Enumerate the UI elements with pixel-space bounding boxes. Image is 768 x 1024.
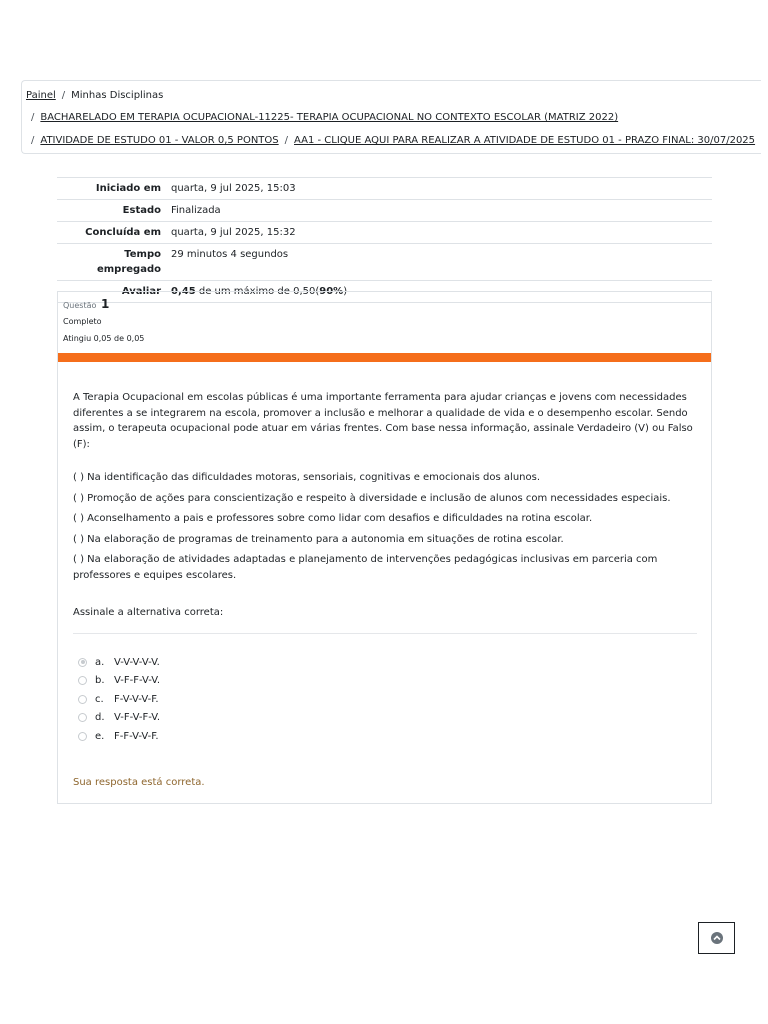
question-state: Completo <box>63 317 102 326</box>
question-card <box>57 291 712 804</box>
answer-option-d[interactable] <box>78 709 160 728</box>
option-text: F-F-V-V-F. <box>114 730 159 742</box>
chevron-up-icon <box>711 932 723 944</box>
breadcrumb-line-3 <box>31 135 755 146</box>
breadcrumb-separator: / <box>31 135 35 146</box>
breadcrumb-link-course[interactable]: BACHARELADO EM TERAPIA OCUPACIONAL-11225- TERAPIA OCUPACIONAL NO CONTEXTO ESCOLAR (MATRIZ 2022) <box>40 112 619 123</box>
radio-button[interactable] <box>78 695 87 704</box>
statement-item: ( ) Na identificação das dificuldades motoras, sensoriais, cognitivas e emocionais dos alunos. <box>73 472 541 483</box>
option-letter: c. <box>95 693 104 705</box>
divider <box>73 633 697 634</box>
question-prompt: Assinale a alternativa correta: <box>73 607 224 618</box>
option-letter: b. <box>95 675 105 687</box>
summary-value: Finalizada <box>171 200 712 222</box>
radio-button[interactable] <box>78 676 87 685</box>
radio-button-selected[interactable] <box>78 658 87 667</box>
breadcrumb-line-2 <box>31 112 618 123</box>
radio-button[interactable] <box>78 732 87 741</box>
statement-item: ( ) Na elaboração de atividades adaptadas e planejamento de intervenções pedagógicas inclusivas em parceria com professores e equipes escolares. <box>73 554 658 581</box>
question-intro: A Terapia Ocupacional em escolas públicas é uma importante ferramenta para ajudar crianças e jovens com necessidades diferentes a se integrarem na escola, promover a inclusão e melhorar a qualidade de vida e o desempenho escolar. Sendo assim, o terapeuta ocupacional pode atuar em várias frentes. Com base nessa informação, assinale Verdadeiro (V) ou Falso (F): <box>73 392 693 450</box>
breadcrumb-link-section[interactable]: ATIVIDADE DE ESTUDO 01 - VALOR 0,5 PONTOS <box>40 135 279 146</box>
answer-feedback: Sua resposta está correta. <box>73 777 205 788</box>
summary-row-state <box>57 200 712 222</box>
option-text: V-F-F-V-V. <box>114 675 161 687</box>
answer-option-e[interactable] <box>78 727 160 746</box>
option-letter: e. <box>95 730 105 742</box>
summary-label: Estado <box>57 200 171 222</box>
statement-item: ( ) Na elaboração de programas de treinamento para a autonomia em situações de rotina escolar. <box>73 533 564 545</box>
option-letter: d. <box>95 712 105 724</box>
statement-item: ( ) Aconselhamento a pais e professores sobre como lidar com desafios e dificuldades na rotina escolar. <box>73 513 593 524</box>
breadcrumb-separator: / <box>284 135 289 146</box>
option-text: V-F-V-F-V. <box>114 712 161 724</box>
breadcrumb-item-minhas-disciplinas: Minhas Disciplinas <box>71 90 164 101</box>
summary-label: Tempo empregado <box>57 244 171 281</box>
grade-text: de um máximo de 0,50( <box>198 286 320 297</box>
answer-options <box>78 653 160 746</box>
breadcrumb-link-activity[interactable]: AA1 - CLIQUE AQUI PARA REALIZAR A ATIVIDADE DE ESTUDO 01 - PRAZO FINAL: 30/07/2025 <box>294 135 756 146</box>
option-text: V-V-V-V-V. <box>114 656 160 668</box>
breadcrumb-link-painel[interactable]: Painel <box>26 90 56 101</box>
question-label: Questão <box>63 301 97 310</box>
summary-value: 29 minutos 4 segundos <box>171 244 712 281</box>
option-letter: a. <box>95 656 105 668</box>
summary-value: quarta, 9 jul 2025, 15:03 <box>171 178 712 200</box>
statement-item: ( ) Promoção de ações para conscientização e respeito à diversidade e inclusão de alunos com necessidades especiais. <box>73 492 671 504</box>
grade-percent: 90% <box>319 286 344 297</box>
attempt-summary-table <box>57 177 712 303</box>
grade-score: 0,45 <box>171 286 196 297</box>
question-grade: Atingiu 0,05 de 0,05 <box>63 334 145 343</box>
summary-row-completed <box>57 222 712 244</box>
answer-option-a[interactable] <box>78 653 160 672</box>
question-info <box>63 297 144 343</box>
breadcrumb <box>21 80 761 154</box>
breadcrumb-separator: / <box>31 112 35 123</box>
back-to-top-button[interactable] <box>698 922 735 954</box>
radio-button[interactable] <box>78 713 87 722</box>
question-accent-bar <box>58 353 711 362</box>
option-text: F-V-V-V-F. <box>114 693 159 705</box>
summary-value: quarta, 9 jul 2025, 15:32 <box>171 222 712 244</box>
answer-option-c[interactable] <box>78 690 160 709</box>
summary-label: Concluída em <box>57 222 171 244</box>
question-text <box>73 390 698 621</box>
question-number: 1 <box>100 297 110 311</box>
summary-label: Avaliar <box>57 281 171 303</box>
summary-label: Iniciado em <box>57 178 171 200</box>
grade-text-end: ) <box>343 286 348 297</box>
breadcrumb-line-1 <box>26 90 163 101</box>
summary-row-time <box>57 244 712 281</box>
breadcrumb-separator: / <box>61 90 66 101</box>
answer-option-b[interactable] <box>78 672 160 691</box>
summary-row-started <box>57 178 712 200</box>
